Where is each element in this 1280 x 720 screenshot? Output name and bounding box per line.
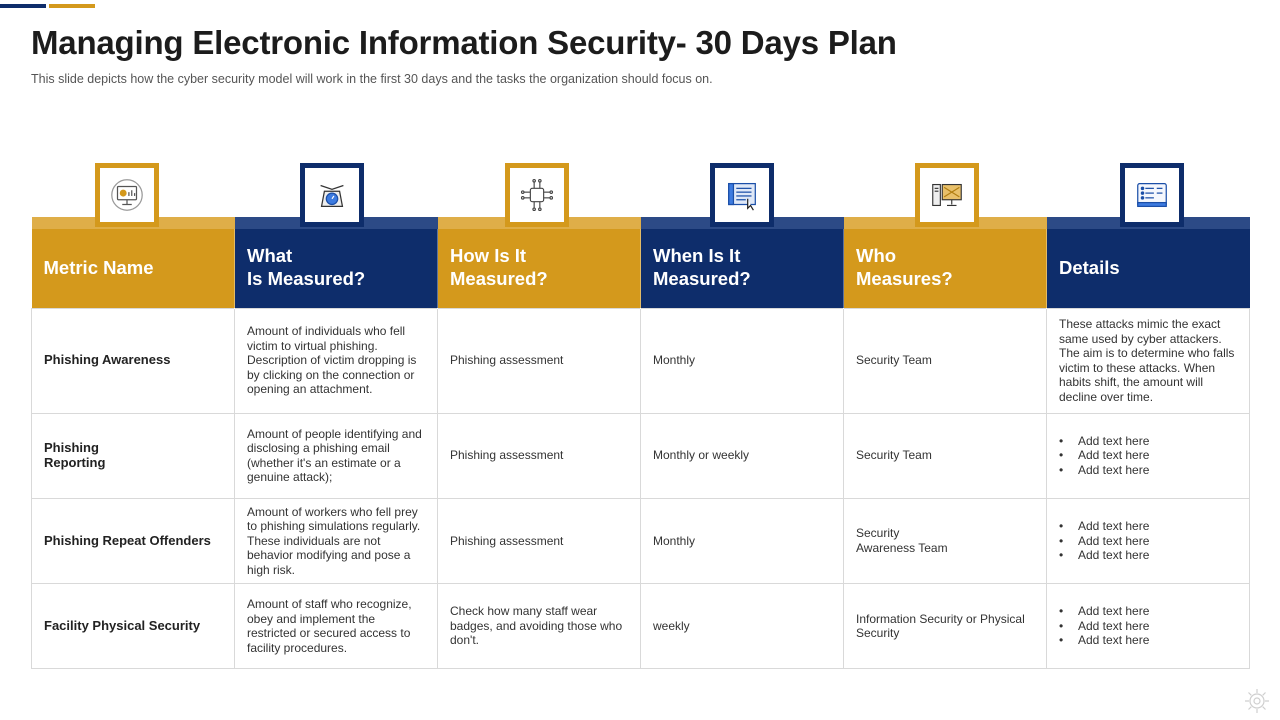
column-header-how-is-it-measured: How Is It Measured? <box>438 223 641 308</box>
details-bullet: • Add text here <box>1059 633 1237 648</box>
details-bullet: • Add text here <box>1059 619 1237 634</box>
metric-name-cell: Facility Physical Security <box>32 584 235 669</box>
table-row <box>32 584 1250 669</box>
who-measures-cell: Information Security or Physical Security <box>844 584 1047 669</box>
table-row <box>32 413 1250 498</box>
how-measured-cell: Check how many staff wear badges, and avoiding those who don't. <box>438 584 641 669</box>
column-icon-row <box>31 163 1249 217</box>
document-click-icon <box>710 163 774 227</box>
column-header-when-is-it-measured: When Is It Measured? <box>641 223 844 308</box>
what-measured-cell: Amount of staff who recognize, obey and implement the restricted or secured access to facility procedures. <box>235 584 438 669</box>
details-bullet-list <box>1059 434 1237 478</box>
how-measured-cell: Phishing assessment <box>438 308 641 413</box>
details-bullet: • Add text here <box>1059 448 1237 463</box>
details-bullet: • Add text here <box>1059 519 1237 534</box>
details-cell <box>1047 498 1250 584</box>
details-cell: These attacks mimic the exact same used by cyber attackers. The aim is to determine who falls victim to these attacks. When habits shift, the amount will decline over time. <box>1047 308 1250 413</box>
metric-name-cell: Phishing Reporting <box>32 413 235 498</box>
details-bullet-list <box>1059 519 1237 563</box>
gear-watermark-icon <box>1242 686 1272 716</box>
accent-bar-navy <box>0 4 46 8</box>
column-header-what-is-measured: What Is Measured? <box>235 223 438 308</box>
weighing-scale-icon <box>300 163 364 227</box>
page-subtitle: This slide depicts how the cyber security model will work in the first 30 days and the tasks the organization should focus on. <box>31 72 713 86</box>
how-measured-cell: Phishing assessment <box>438 498 641 584</box>
page-title: Managing Electronic Information Security- 30 Days Plan <box>31 24 897 61</box>
table-header-row <box>32 223 1250 308</box>
metrics-table <box>31 217 1250 669</box>
what-measured-cell: Amount of people identifying and disclosing a phishing email (whether it's an estimate or a genuine attack); <box>235 413 438 498</box>
when-measured-cell: Monthly <box>641 308 844 413</box>
accent-bar-gold <box>49 4 95 8</box>
details-cell <box>1047 413 1250 498</box>
column-header-details: Details <box>1047 223 1250 308</box>
details-bullet: • Add text here <box>1059 548 1237 563</box>
checklist-screen-icon <box>1120 163 1184 227</box>
details-cell <box>1047 584 1250 669</box>
computer-workstation-icon <box>915 163 979 227</box>
details-bullet: • Add text here <box>1059 604 1237 619</box>
metric-name-cell: Phishing Awareness <box>32 308 235 413</box>
metrics-table-container <box>31 163 1249 669</box>
who-measures-cell: Security Awareness Team <box>844 498 1047 584</box>
details-bullet: • Add text here <box>1059 463 1237 478</box>
column-header-who-measures: Who Measures? <box>844 223 1047 308</box>
circuit-chip-icon <box>505 163 569 227</box>
when-measured-cell: Monthly <box>641 498 844 584</box>
details-bullet: • Add text here <box>1059 534 1237 549</box>
when-measured-cell: weekly <box>641 584 844 669</box>
how-measured-cell: Phishing assessment <box>438 413 641 498</box>
when-measured-cell: Monthly or weekly <box>641 413 844 498</box>
table-row <box>32 308 1250 413</box>
metric-name-cell: Phishing Repeat Offenders <box>32 498 235 584</box>
what-measured-cell: Amount of workers who fell prey to phishing simulations regularly. These individuals are not behavior modifying and pose a high risk. <box>235 498 438 584</box>
presentation-chart-icon <box>95 163 159 227</box>
who-measures-cell: Security Team <box>844 308 1047 413</box>
column-header-metric-name: Metric Name <box>32 223 235 308</box>
what-measured-cell: Amount of individuals who fell victim to virtual phishing. Description of victim dropping is by clicking on the connection or opening an attachment. <box>235 308 438 413</box>
table-row <box>32 498 1250 584</box>
who-measures-cell: Security Team <box>844 413 1047 498</box>
details-bullet-list <box>1059 604 1237 648</box>
details-bullet: • Add text here <box>1059 434 1237 449</box>
